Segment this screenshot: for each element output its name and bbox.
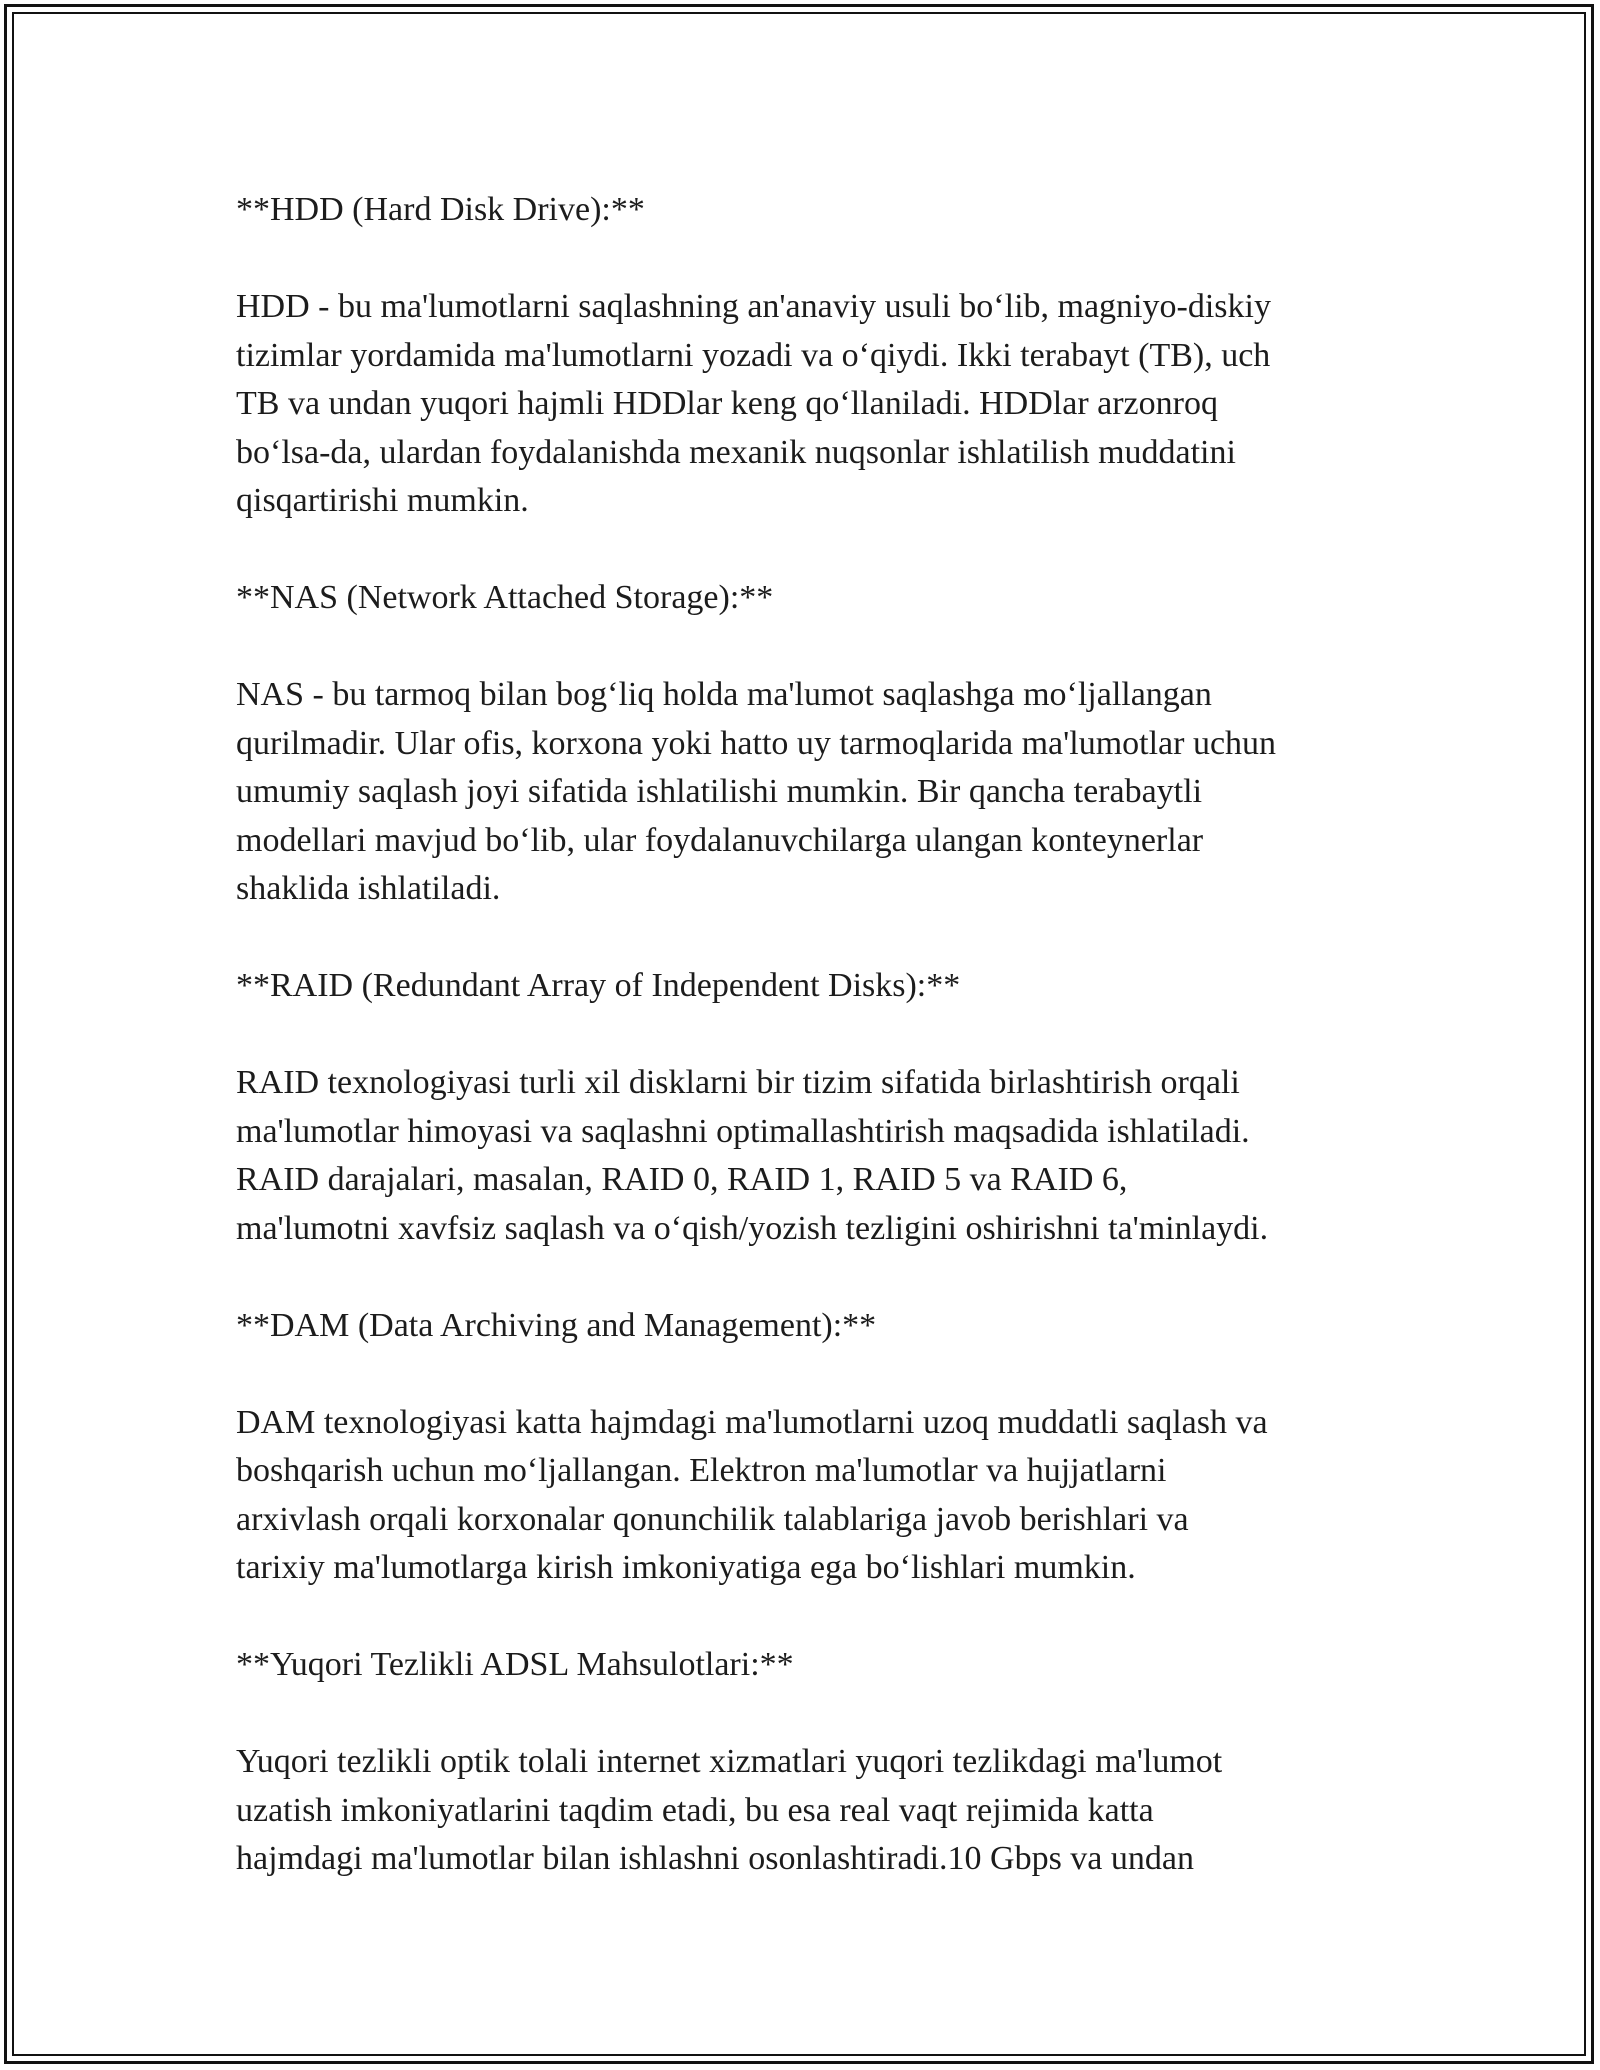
text-line: RAID darajalari, masalan, RAID 0, RAID 1, RAID 5 va RAID 6, <box>236 1161 1128 1198</box>
document-body <box>236 186 1376 1932</box>
text-line: tizimlar yordamida ma'lumotlarni yozadi va o‘qiydi. Ikki terabayt (TB), uch <box>236 336 1271 374</box>
text-line: NAS - bu tarmoq bilan bog‘liq holda ma'lumot saqlashga mo‘ljallangan <box>236 676 1212 713</box>
text-line: DAM texnologiyasi katta hajmdagi ma'lumotlarni uzoq muddatli saqlash va <box>236 1403 1268 1441</box>
text-line: qisqartirishi mumkin. <box>236 482 529 519</box>
text-line: ma'lumotni xavfsiz saqlash va o‘qish/yozish tezligini oshirishni ta'minlaydi. <box>236 1209 1269 1247</box>
text-line: shaklida ishlatiladi. <box>236 870 501 907</box>
text-line: bo‘lsa-da, ulardan foydalanishda mexanik nuqsonlar ishlatilish muddatini <box>236 433 1236 471</box>
section-hdd <box>236 186 1376 526</box>
section-nas <box>236 574 1376 914</box>
section-adsl <box>236 1641 1376 1884</box>
text-line: umumiy saqlash joyi sifatida ishlatilishi mumkin. Bir qancha terabaytli <box>236 773 1203 810</box>
text-line: TB va undan yuqori hajmli HDDlar keng qo‘llaniladi. HDDlar arzonroq <box>236 385 1218 422</box>
section-heading: **NAS (Network Attached Storage):** <box>236 579 774 616</box>
text-line: Yuqori tezlikli optik tolali internet xizmatlari yuqori tezlikdagi ma'lumot <box>236 1743 1223 1780</box>
text-line: ma'lumotlar himoyasi va saqlashni optimallashtirish maqsadida ishlatiladi. <box>236 1112 1250 1150</box>
section-paragraph <box>236 1399 1376 1593</box>
text-line: hajmdagi ma'lumotlar bilan ishlashni osonlashtiradi.10 Gbps va undan <box>236 1840 1194 1877</box>
text-line: tarixiy ma'lumotlarga kirish imkoniyatiga ega bo‘lishlari mumkin. <box>236 1549 1136 1586</box>
section-raid <box>236 962 1376 1253</box>
section-dam <box>236 1302 1376 1593</box>
section-paragraph <box>236 1059 1376 1253</box>
text-line: boshqarish uchun mo‘ljallangan. Elektron ma'lumotlar va hujjatlarni <box>236 1452 1167 1489</box>
section-paragraph <box>236 671 1376 914</box>
section-paragraph <box>236 283 1376 526</box>
text-line: arxivlash orqali korxonalar qonunchilik talablariga javob berishlari va <box>236 1500 1189 1538</box>
text-line: modellari mavjud bo‘lib, ular foydalanuvchilarga ulangan konteynerlar <box>236 821 1204 859</box>
section-heading: **Yuqori Tezlikli ADSL Mahsulotlari:** <box>236 1646 794 1683</box>
text-line: RAID texnologiyasi turli xil disklarni bir tizim sifatida birlashtirish orqali <box>236 1064 1240 1101</box>
text-line: uzatish imkoniyatlarini taqdim etadi, bu esa real vaqt rejimida katta <box>236 1791 1154 1829</box>
section-heading: **HDD (Hard Disk Drive):** <box>236 191 645 228</box>
section-heading: **DAM (Data Archiving and Management):** <box>236 1306 877 1344</box>
text-line: qurilmadir. Ular ofis, korxona yoki hatto uy tarmoqlarida ma'lumotlar uchun <box>236 724 1277 762</box>
section-paragraph <box>236 1738 1376 1884</box>
section-heading: **RAID (Redundant Array of Independent Disks):** <box>236 967 961 1004</box>
text-line: HDD - bu ma'lumotlarni saqlashning an'anaviy usuli bo‘lib, magniyo-diskiy <box>236 288 1271 325</box>
